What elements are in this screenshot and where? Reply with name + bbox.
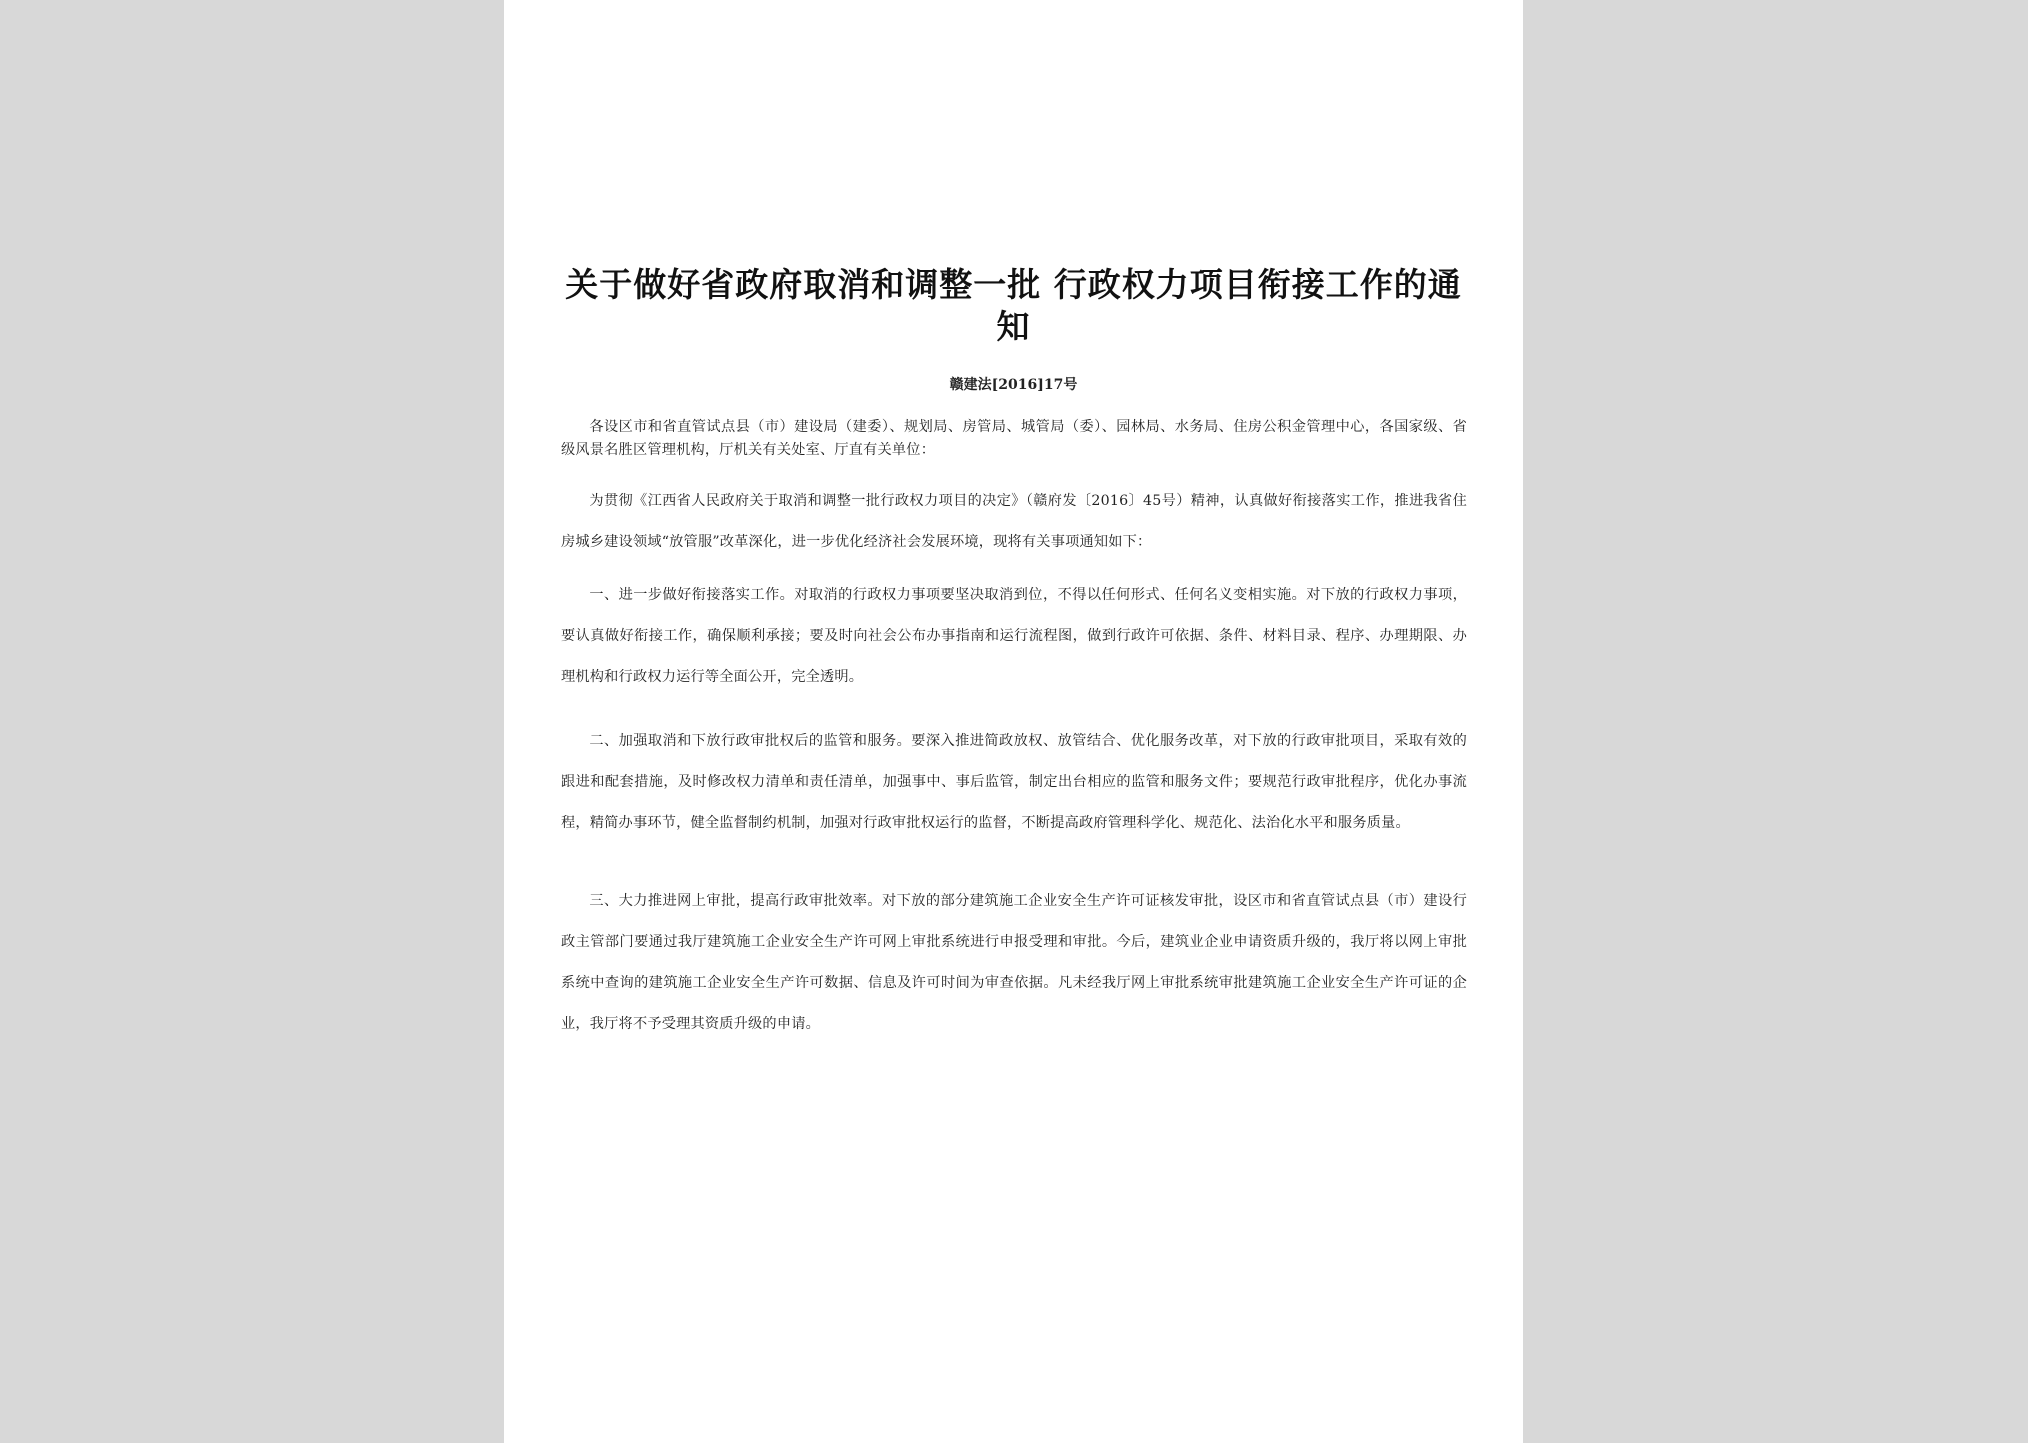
document-number: 赣建法[2016]17号 [949,377,1078,393]
document-page [504,0,1523,1443]
salutation-paragraph: 各设区市和省直管试点县（市）建设局（建委）、规划局、房管局、城管局（委）、园林局、水务局、住房公积金管理中心，各国家级、省级风景名胜区管理机构，厅机关有关处室、厅直有关单位： [561,419,1467,458]
section-three-paragraph: 三、大力推进网上审批，提高行政审批效率。对下放的部分建筑施工企业安全生产许可证核发审批，设区市和省直管试点县（市）建设行政主管部门要通过我厅建筑施工企业安全生产许可网上审批系统进行申报受理和审批。今后，建筑业企业申请资质升级的，我厅将以网上审批系统中查询的建筑施工企业安全生产许可数据、信息及许可时间为审查依据。凡未经我厅网上审批系统审批建筑施工企业安全生产许可证的企业，我厅将不予受理其资质升级的申请。 [561,893,1467,1032]
section-two-paragraph: 二、加强取消和下放行政审批权后的监管和服务。要深入推进简政放权、放管结合、优化服务改革，对下放的行政审批项目，采取有效的跟进和配套措施，及时修改权力清单和责任清单，加强事中、事后监管，制定出台相应的监管和服务文件；要规范行政审批程序，优化办事流程，精简办事环节，健全监督制约机制，加强对行政审批权运行的监督，不断提高政府管理科学化、规范化、法治化水平和服务质量。 [561,733,1467,831]
section-one-paragraph: 一、进一步做好衔接落实工作。对取消的行政权力事项要坚决取消到位，不得以任何形式、任何名义变相实施。对下放的行政权力事项，要认真做好衔接工作，确保顺利承接；要及时向社会公布办事指南和运行流程图，做到行政许可依据、条件、材料目录、程序、办理期限、办理机构和行政权力运行等全面公开，完全透明。 [561,587,1467,685]
intro-paragraph: 为贯彻《江西省人民政府关于取消和调整一批行政权力项目的决定》（赣府发〔2016〕45号）精神，认真做好衔接落实工作，推进我省住房城乡建设领域“放管服”改革深化，进一步优化经济社会发展环境，现将有关事项通知如下： [561,493,1467,550]
document-title: 关于做好省政府取消和调整一批 行政权力项目衔接工作的通知 [565,265,1462,346]
